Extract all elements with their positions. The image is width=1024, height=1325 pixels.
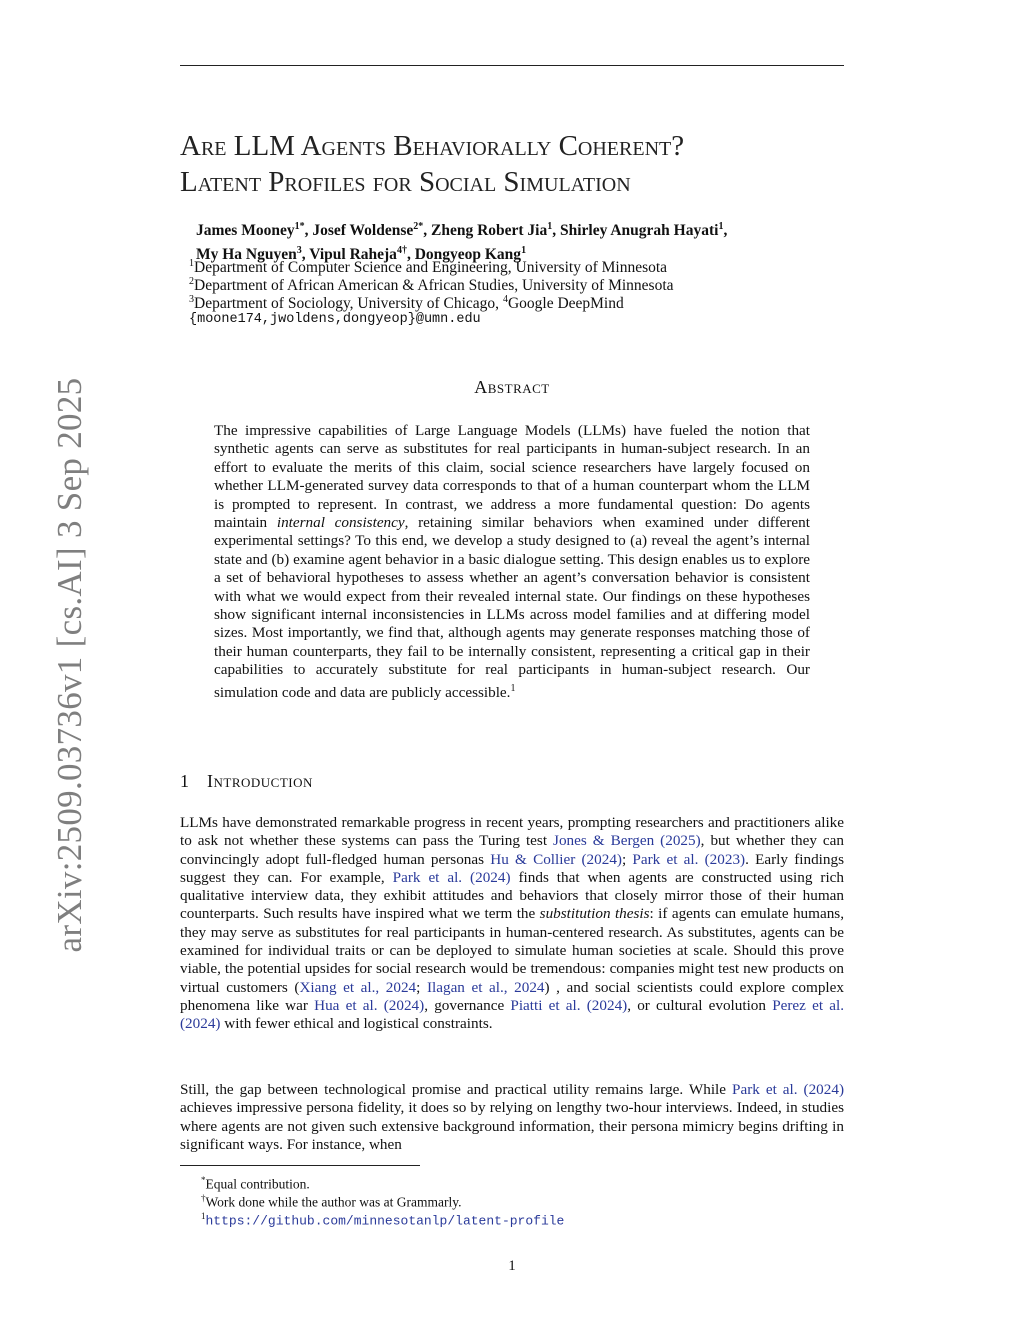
author-line-2: My Ha Nguyen$^3$, Vipul Raheja$^{4\dagger}$, Dongyeop Kang$^1$ xyxy=(196,245,527,264)
citation-link[interactable]: Park et al. (2023) xyxy=(632,850,746,868)
repository-link[interactable]: https://github.com/minnesotanlp/latent-profile xyxy=(205,1213,565,1229)
citation-link[interactable]: Jones & Bergen (2025) xyxy=(553,832,701,850)
footnote-ref[interactable]: 1 xyxy=(510,682,516,694)
footnote-3 xyxy=(201,1208,564,1230)
affiliation-text: Department of African American & African Studies, University of Minnesota xyxy=(194,277,674,295)
abstract-text: , retaining similar behaviors when examined under different experimental settings? To this end, we develop a study designed to (a) reveal the agent’s internal state and (b) examine agent behavior in a basic dialogue setting. This design enables us to explore a set of behavioral hypotheses to assess whether an agent’s conversation behavior is consistent with what we would expect from their revealed internal state. Our findings on these hypotheses show significant internal inconsistencies in LLMs across model families and at differing model sizes. Most importantly, we find that, although agents may generate responses matching those of their human counterparts, they fail to be internally consistent, representing a critical gap in their capabilities to accurately substitute for real participants in human-subject research. Our simulation code and data are publicly accessible. xyxy=(214,514,810,701)
author-name: Vipul Raheja xyxy=(309,246,397,264)
page-number: 1 xyxy=(508,1258,516,1274)
affiliation-mark: 4 xyxy=(502,294,508,305)
author-mark: 1* xyxy=(294,221,305,232)
header-rule xyxy=(180,65,844,66)
text: ; xyxy=(416,978,427,996)
text: ) , and social scientists could explore complex phenomena like war xyxy=(180,978,844,1014)
footnote-text: Equal contribution. xyxy=(205,1176,310,1192)
citation-link[interactable]: Hua et al. (2024) xyxy=(314,996,425,1014)
footnote-rule xyxy=(180,1165,420,1166)
author-mark: 1 xyxy=(521,245,527,257)
author-mark: 2* xyxy=(413,221,424,232)
abstract-heading: Abstract xyxy=(474,377,550,397)
text: LLMs have demonstrated remarkable progress in recent years, prompting researchers and practitioners alike to ask not whether these systems can pass the Turing test xyxy=(180,814,844,850)
emphasis: substitution thesis xyxy=(539,905,650,923)
citation-link[interactable]: Piatti et al. (2024) xyxy=(510,996,628,1014)
contact-email[interactable]: {moone174,jwoldens,dongyeop}@umn.edu xyxy=(189,312,481,327)
paper-title xyxy=(180,128,880,200)
citation-link[interactable]: Hu & Collier (2024) xyxy=(490,850,622,868)
author-line-1: James Mooney$^{1*}$, Josef Woldense$^{2*}$, Zheng Robert Jia$^1$, Shirley Anugrah Hayati$^1$, xyxy=(196,221,728,240)
affiliation-mark: 1 xyxy=(189,258,194,269)
text: finds that when agents are constructed using rich qualitative interview data, they exhibit attitudes and behaviors that closely mirror those of their human counterparts. Such results have inspired what we term the xyxy=(180,868,845,923)
intro-paragraph-2 xyxy=(180,1081,844,1154)
author-mark: 4† xyxy=(396,245,407,257)
footnote-text: Work done while the author was at Grammarly. xyxy=(205,1194,462,1210)
author-mark: 3 xyxy=(296,245,302,257)
title-line-1: Are LLM Agents Behaviorally Coherent? xyxy=(180,130,685,162)
abstract-emphasis: internal consistency xyxy=(276,514,405,532)
section-title: Introduction xyxy=(207,771,313,791)
text: : if agents can emulate humans, they may serve as substitutes for real participants in human-centered research. As substitutes, agents can be examined for individual traits or can be deployed to simulate human societies at scale. Should this prove viable, the potential upsides for social research would be tremendous: companies might test new products on virtual customers ( xyxy=(180,905,845,996)
affiliation-text: Google DeepMind xyxy=(507,295,624,313)
author-name: Shirley Anugrah Hayati xyxy=(559,222,719,240)
author-name: James Mooney xyxy=(196,222,295,240)
footnote-mark: * xyxy=(201,1175,206,1185)
text: , governance xyxy=(424,996,511,1014)
citation-link[interactable]: Perez et al. (2024) xyxy=(180,996,845,1033)
footnote-mark: 1 xyxy=(201,1211,206,1221)
abstract-body xyxy=(214,422,810,702)
title-line-2: Latent Profiles for Social Simulation xyxy=(180,166,631,198)
affiliation-mark: 2 xyxy=(189,276,194,287)
text: with fewer ethical and logistical constraints. xyxy=(220,1015,493,1033)
section-heading xyxy=(180,771,313,792)
affiliation-text: Department of Sociology, University of Chicago, xyxy=(194,295,503,313)
text: , but whether they can convincingly adopt full-fledged human personas xyxy=(180,832,844,868)
text: achieves impressive persona fidelity, it does so by relying on lengthy two-hour interviews. Indeed, in studies where agents are not given such extensive background information, their persona mimicry begins drifting in significant ways. For instance, when xyxy=(180,1099,844,1153)
affiliation-3 xyxy=(189,291,849,313)
abstract-text: The impressive capabilities of Large Language Models (LLMs) have fueled the notion that synthetic agents can serve as substitutes for real participants in human-subject research. In an effort to evaluate the merits of this claim, social science researchers have largely focused on whether LLM-generated survey data corresponds to that of a human counterpart whom the LLM is prompted to represent. In contrast, we address a more fundamental question: Do agents maintain xyxy=(214,422,810,532)
section-number: 1 xyxy=(180,771,189,791)
text: . Early findings suggest they can. For example, xyxy=(180,850,844,886)
citation-link[interactable]: Ilagan et al., 2024 xyxy=(426,978,545,996)
author-mark: 1 xyxy=(718,221,724,232)
text: Still, the gap between technological promise and practical utility remains large. While xyxy=(180,1081,733,1098)
author-name: My Ha Nguyen xyxy=(196,246,297,264)
citation-link[interactable]: Xiang et al., 2024 xyxy=(299,978,417,996)
text: , or cultural evolution xyxy=(627,996,773,1014)
affiliation-mark: 3 xyxy=(189,294,194,305)
intro-paragraph-1 xyxy=(180,814,844,1034)
author-name: Zheng Robert Jia xyxy=(430,222,548,240)
citation-link[interactable]: Park et al. (2024) xyxy=(392,868,511,886)
author-mark: 1 xyxy=(547,221,553,232)
author-name: Dongyeop Kang xyxy=(414,246,522,264)
citation-link[interactable]: Park et al. (2024) xyxy=(732,1081,845,1098)
arxiv-identifier[interactable]: arXiv:2509.03736v1 [cs.AI] 3 Sep 2025 xyxy=(50,377,89,953)
affiliation-text: Department of Computer Science and Engineering, University of Minnesota xyxy=(194,259,668,277)
footnote-mark: † xyxy=(201,1193,206,1203)
author-name: Josef Woldense xyxy=(312,222,414,240)
text: ; xyxy=(621,850,633,868)
